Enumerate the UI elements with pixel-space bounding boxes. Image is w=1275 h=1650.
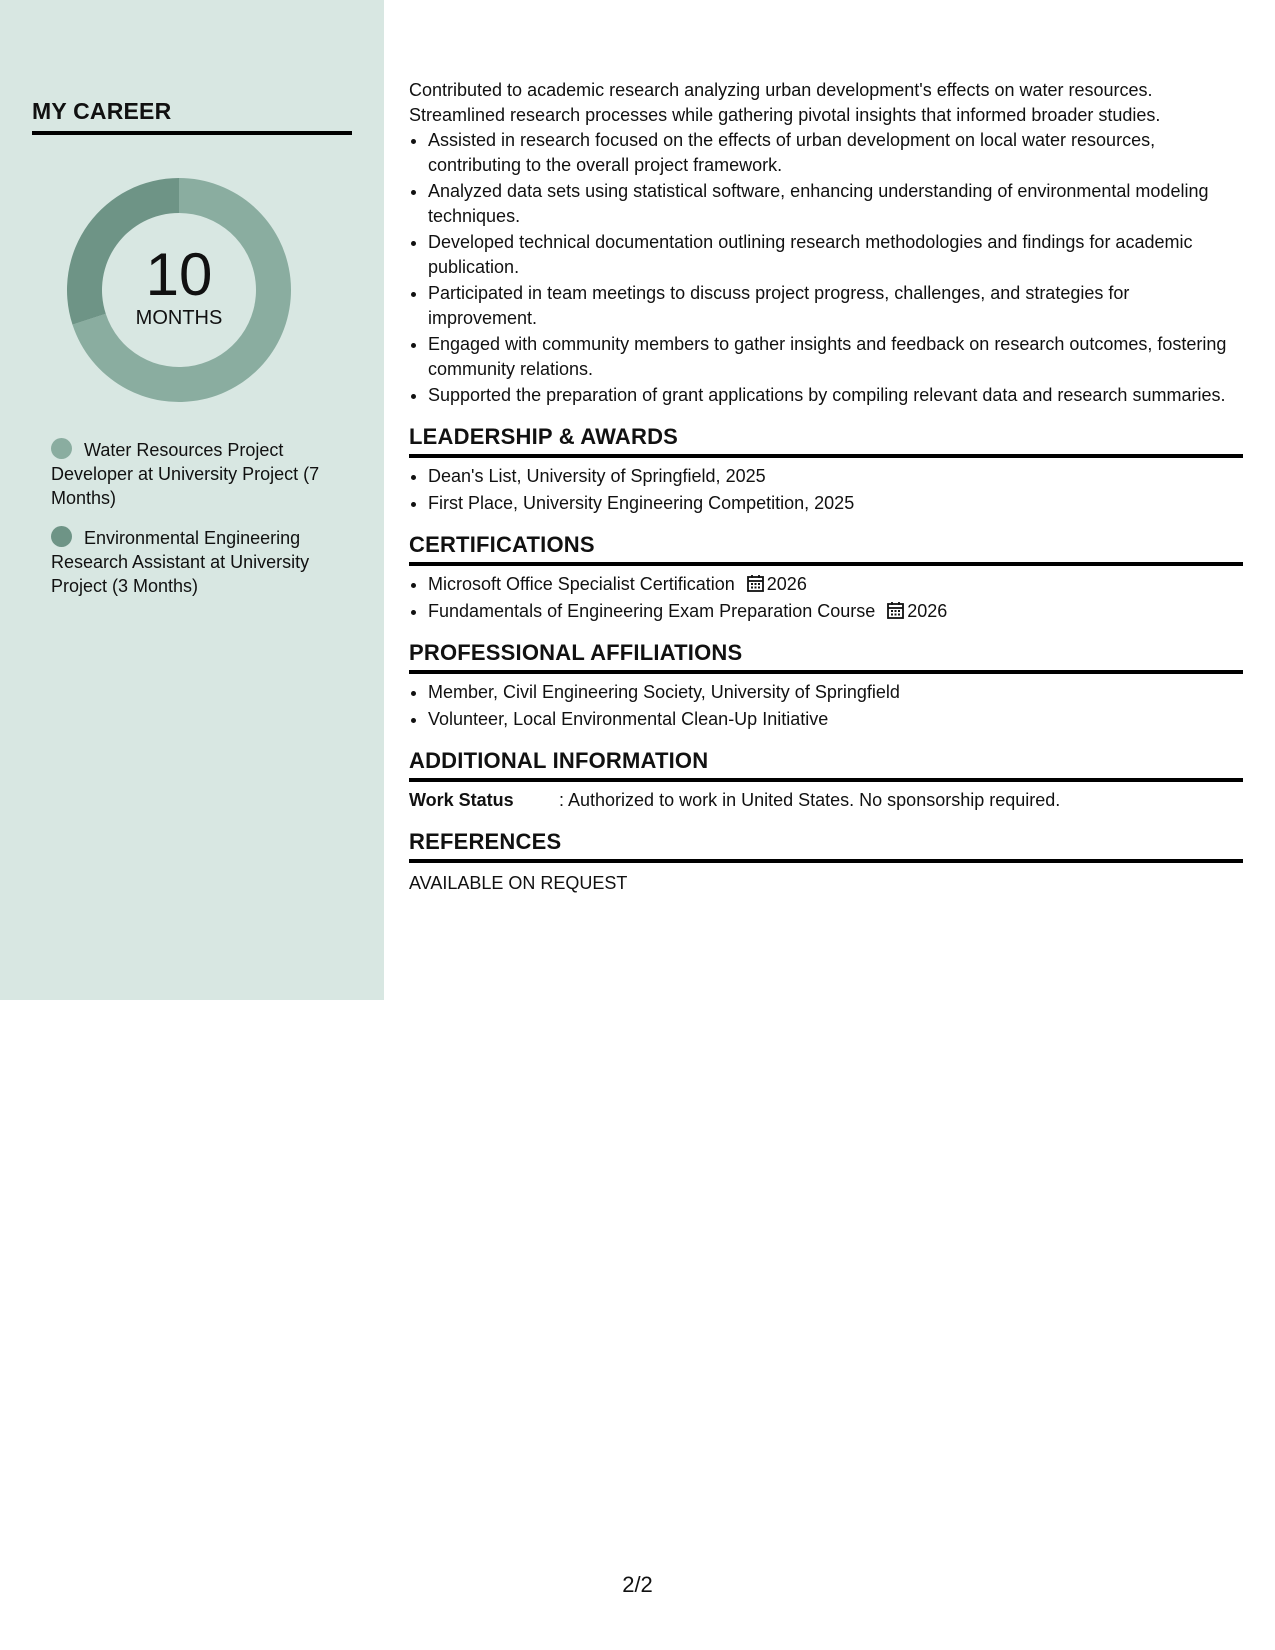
main-content bbox=[409, 78, 1243, 896]
legend-dot bbox=[51, 526, 72, 547]
legend-item bbox=[51, 526, 341, 598]
legend-item bbox=[51, 438, 341, 510]
list-item: • Volunteer, Local Environmental Clean-Up Initiative bbox=[428, 707, 1243, 732]
sidebar bbox=[0, 0, 384, 1000]
list-item bbox=[428, 572, 1243, 597]
leadership-list bbox=[409, 464, 1243, 516]
certification-name: Fundamentals of Engineering Exam Preparation Course bbox=[428, 601, 876, 621]
work-status-label: Work Status bbox=[409, 790, 514, 810]
list-item: • Analyzed data sets using statistical software, enhancing understanding of environmental modeling techniques. bbox=[428, 179, 1243, 229]
list-item: • Supported the preparation of grant applications by compiling relevant data and research summaries. bbox=[428, 383, 1243, 408]
experience-bullets bbox=[409, 128, 1243, 408]
legend-label: Environmental Engineering Research Assistant at University Project (3 Months) bbox=[51, 528, 310, 596]
references-text: AVAILABLE ON REQUEST bbox=[409, 873, 628, 893]
additional-heading: ADDITIONAL INFORMATION bbox=[409, 748, 1243, 782]
references-heading: REFERENCES bbox=[409, 829, 1243, 863]
certification-name: Microsoft Office Specialist Certification bbox=[428, 574, 735, 594]
page-number: 2/2 bbox=[622, 1572, 653, 1597]
career-total-unit: MONTHS bbox=[135, 307, 223, 329]
legend-dot bbox=[51, 438, 72, 459]
list-item: • Assisted in research focused on the effects of urban development on local water resources, contributing to the overall project framework. bbox=[428, 128, 1243, 178]
experience-summary: Contributed to academic research analyzing urban development's effects on water resources. Streamlined research processes while gathering pivotal insights that informed broader studies. bbox=[409, 80, 1161, 125]
legend-label: Water Resources Project Developer at University Project (7 Months) bbox=[51, 440, 320, 508]
certifications-heading: CERTIFICATIONS bbox=[409, 532, 1243, 566]
certification-year: 2026 bbox=[766, 574, 807, 594]
career-total-value: 10 bbox=[145, 241, 213, 308]
list-item: • Engaged with community members to gather insights and feedback on research outcomes, fostering community relations. bbox=[428, 332, 1243, 382]
work-status-value: : Authorized to work in United States. No sponsorship required. bbox=[559, 790, 1061, 810]
list-item bbox=[428, 599, 1243, 624]
affiliations-heading: PROFESSIONAL AFFILIATIONS bbox=[409, 640, 1243, 674]
career-donut-chart bbox=[66, 177, 292, 403]
list-item: • First Place, University Engineering Competition, 2025 bbox=[428, 491, 1243, 516]
list-item: • Dean's List, University of Springfield, 2025 bbox=[428, 464, 1243, 489]
career-legend bbox=[51, 438, 341, 614]
calendar-icon bbox=[887, 601, 904, 619]
leadership-heading: LEADERSHIP & AWARDS bbox=[409, 424, 1243, 458]
certification-year: 2026 bbox=[907, 601, 948, 621]
work-status-row bbox=[409, 788, 1243, 813]
affiliations-list bbox=[409, 680, 1243, 732]
career-heading: MY CAREER bbox=[32, 98, 352, 135]
list-item: • Participated in team meetings to discuss project progress, challenges, and strategies for improvement. bbox=[428, 281, 1243, 331]
list-item: • Developed technical documentation outlining research methodologies and findings for academic publication. bbox=[428, 230, 1243, 280]
certifications-list bbox=[409, 572, 1243, 624]
calendar-icon bbox=[747, 574, 764, 592]
list-item: • Member, Civil Engineering Society, University of Springfield bbox=[428, 680, 1243, 705]
